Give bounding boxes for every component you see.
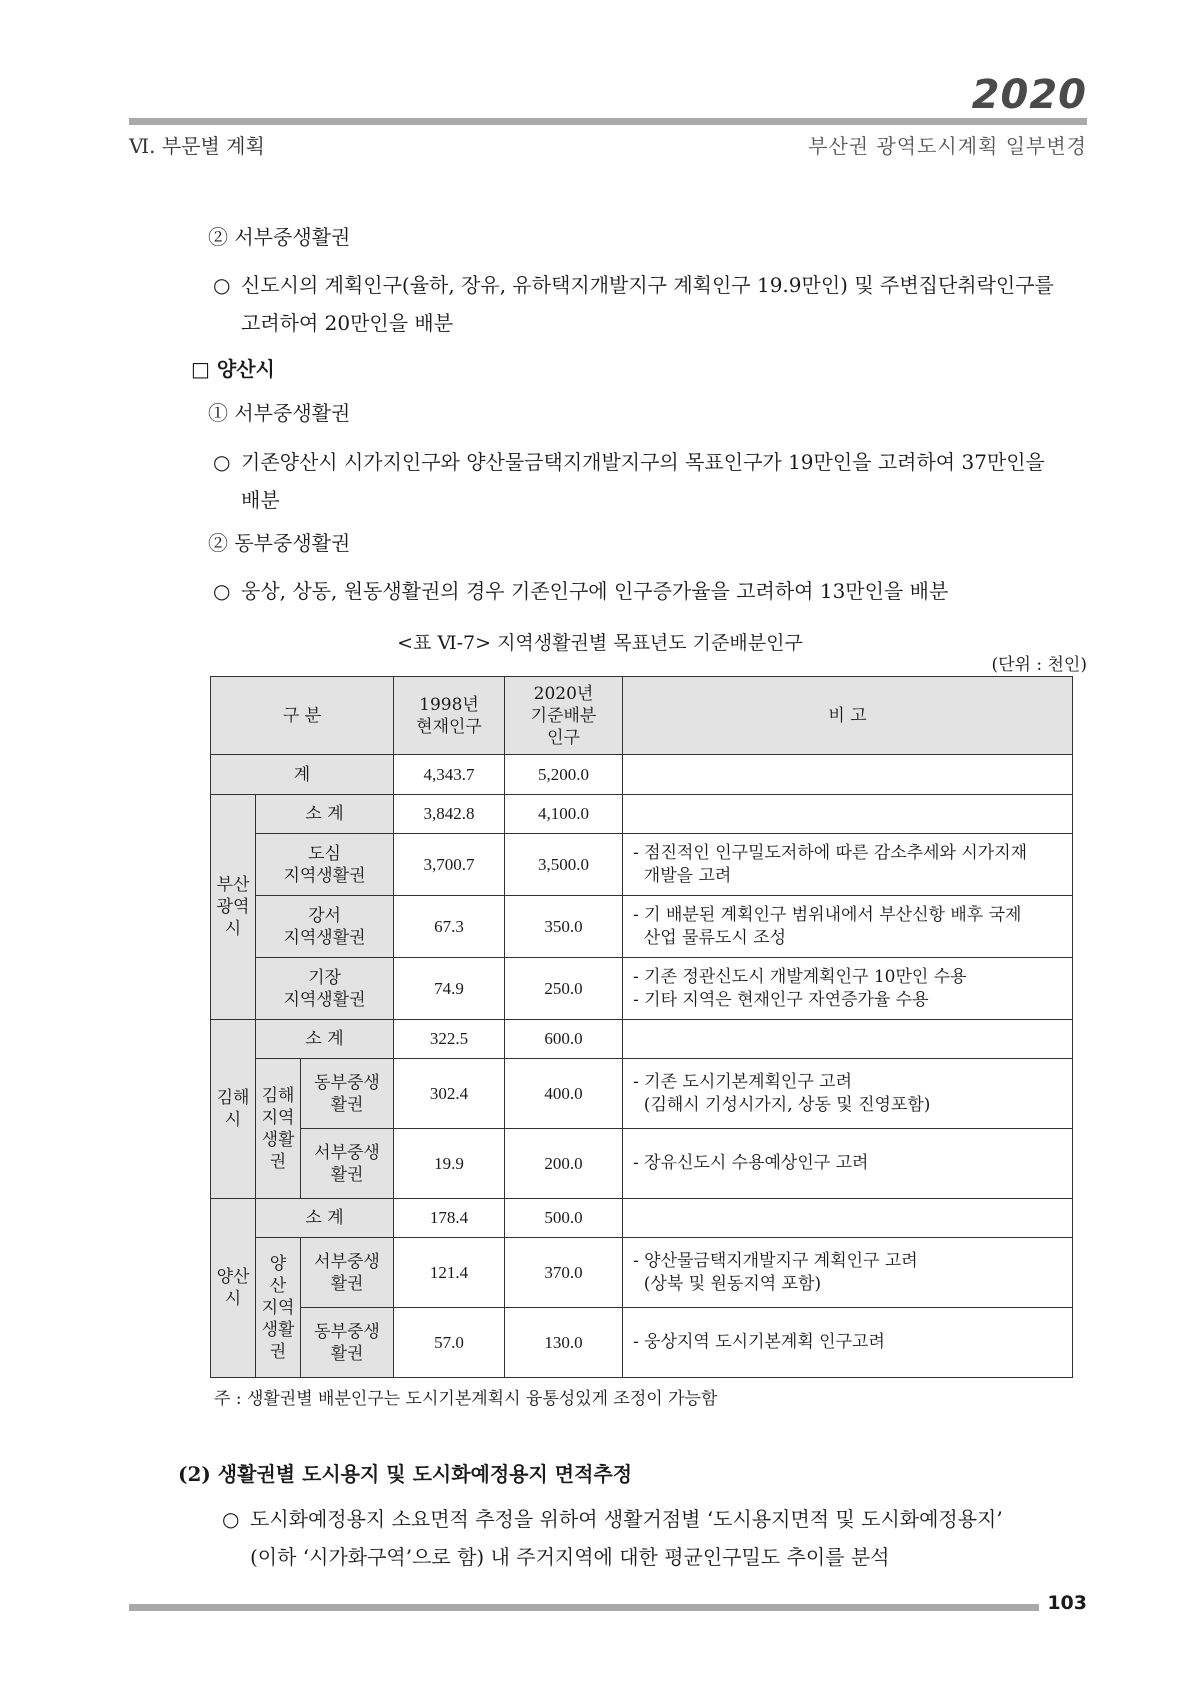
paragraph-line: 기존양산시 시가지인구와 양산물금택지개발지구의 목표인구가 19만인을 고려하여 37만인을	[241, 450, 1045, 474]
footer-rule	[129, 1604, 1039, 1611]
table-row-gimhae-subtotal	[211, 1020, 1073, 1059]
paragraph-line: 도시화예정용지 소요면적 추정을 위하여 생활거점별 ‘도시용지면적 및 도시화예정용지’	[250, 1507, 1003, 1531]
subtotal-label: 소 계	[256, 1020, 394, 1059]
table-row	[211, 1129, 1073, 1199]
paragraph-density	[222, 1500, 1072, 1576]
paragraph-yangsan-west	[213, 443, 1072, 519]
heading-yangsan	[191, 353, 275, 382]
cell-2020: 4,100.0	[505, 795, 623, 834]
cell-remark	[623, 1199, 1073, 1238]
cell-2020: 130.0	[505, 1308, 623, 1378]
table-header-row	[211, 677, 1073, 755]
region-yangsan: 양산 시	[211, 1199, 256, 1378]
paragraph-line: 고려하여 20만인을 배분	[241, 311, 454, 335]
table-row	[211, 1308, 1073, 1378]
subtotal-label: 소 계	[256, 1199, 394, 1238]
table-row	[211, 1059, 1073, 1129]
table-row-busan-subtotal	[211, 795, 1073, 834]
cell-1998: 121.4	[394, 1238, 505, 1308]
cell-2020: 200.0	[505, 1129, 623, 1199]
zone-label: 기장 지역생활권	[256, 958, 394, 1020]
total-label: 계	[211, 755, 394, 795]
paragraph-new-town	[213, 266, 1072, 342]
cell-remark: - 기 배분된 계획인구 범위내에서 부산신항 배후 국제 산업 물류도시 조성	[623, 896, 1073, 958]
header-rule	[129, 118, 1087, 125]
subtotal-label: 소 계	[256, 795, 394, 834]
paragraph-yangsan-east	[213, 572, 1072, 610]
header-1998: 1998년 현재인구	[394, 677, 505, 755]
section2-heading: (2) 생활권별 도시용지 및 도시화예정용지 면적추정	[178, 1462, 633, 1486]
cell-1998: 57.0	[394, 1308, 505, 1378]
zone-label: 동부중생 활권	[301, 1059, 394, 1129]
paragraph-line: (이하 ‘시가화구역’으로 함) 내 주거지역에 대한 평균인구밀도 추이를 분석	[250, 1545, 890, 1569]
zone-label: 서부중생 활권	[301, 1129, 394, 1199]
table-row-yangsan-subtotal	[211, 1199, 1073, 1238]
cell-remark: - 장유신도시 수용예상인구 고려	[623, 1129, 1073, 1199]
cell-2020: 370.0	[505, 1238, 623, 1308]
document-title: 부산권 광역도시계획 일부변경	[808, 134, 1087, 158]
paragraph-line: 웅상, 상동, 원동생활권의 경우 기존인구에 인구증가율을 고려하여 13만인을 배분	[241, 579, 949, 603]
page-number: 103	[1047, 1592, 1087, 1614]
cell-1998: 322.5	[394, 1020, 505, 1059]
bullet-icon: ○	[213, 450, 231, 474]
cell-remark: - 기존 도시기본계획인구 고려 (김해시 기성시가지, 상동 및 진영포함)	[623, 1059, 1073, 1129]
bullet-icon: ○	[222, 1507, 240, 1531]
cell-remark	[623, 1020, 1073, 1059]
zone-label: 동부중생 활권	[301, 1308, 394, 1378]
header-2020: 2020년 기준배분 인구	[505, 677, 623, 755]
cell-remark: - 양산물금택지개발지구 계획인구 고려 (상북 및 원동지역 포함)	[623, 1238, 1073, 1308]
cell-1998: 178.4	[394, 1199, 505, 1238]
cell-1998: 3,700.7	[394, 834, 505, 896]
heading-text: 양산시	[216, 357, 275, 381]
region-busan: 부산 광역 시	[211, 795, 256, 1020]
square-box-icon: □	[191, 357, 210, 381]
cell-1998: 74.9	[394, 958, 505, 1020]
cell-2020: 3,500.0	[505, 834, 623, 896]
cell-1998: 67.3	[394, 896, 505, 958]
header-category: 구 분	[211, 677, 394, 755]
section-title: Ⅵ. 부문별 계획	[129, 134, 265, 158]
subregion-gimhae: 김해 지역 생활 권	[256, 1059, 301, 1199]
cell-remark: - 웅상지역 도시기본계획 인구고려	[623, 1308, 1073, 1378]
cell-2020: 250.0	[505, 958, 623, 1020]
year-mark: 2020	[971, 72, 1087, 118]
table-footnote: 주 : 생활권별 배분인구는 도시기본계획시 융통성있게 조정이 가능함	[214, 1389, 718, 1409]
cell-2020: 400.0	[505, 1059, 623, 1129]
cell-1998: 4,343.7	[394, 755, 505, 795]
paragraph-line: 배분	[241, 488, 280, 512]
cell-2020: 350.0	[505, 896, 623, 958]
cell-remark: - 점진적인 인구밀도저하에 따른 감소추세와 시가지재 개발을 고려	[623, 834, 1073, 896]
cell-2020: 5,200.0	[505, 755, 623, 795]
table-row	[211, 834, 1073, 896]
cell-1998: 3,842.8	[394, 795, 505, 834]
cell-remark	[623, 795, 1073, 834]
cell-1998: 302.4	[394, 1059, 505, 1129]
cell-1998: 19.9	[394, 1129, 505, 1199]
cell-remark: - 기존 정관신도시 개발계획인구 10만인 수용 - 기타 지역은 현재인구 자연증가율 수용	[623, 958, 1073, 1020]
population-table	[210, 676, 1073, 1378]
cell-remark	[623, 755, 1073, 795]
zone-label: 도심 지역생활권	[256, 834, 394, 896]
table-row	[211, 958, 1073, 1020]
zone-label: 강서 지역생활권	[256, 896, 394, 958]
cell-2020: 500.0	[505, 1199, 623, 1238]
item-west-living-zone: ② 서부중생활권	[208, 225, 351, 249]
item-yangsan-west: ① 서부중생활권	[208, 401, 351, 425]
bullet-icon: ○	[213, 579, 231, 603]
table-unit: (단위 : 천인)	[991, 655, 1087, 675]
cell-2020: 600.0	[505, 1020, 623, 1059]
item-yangsan-east: ② 동부중생활권	[208, 531, 351, 555]
table-row	[211, 1238, 1073, 1308]
zone-label: 서부중생 활권	[301, 1238, 394, 1308]
paragraph-line: 신도시의 계획인구(율하, 장유, 유하택지개발지구 계획인구 19.9만인) 및 주변집단취락인구를	[241, 273, 1054, 297]
table-caption: <표 Ⅵ-7> 지역생활권별 목표년도 기준배분인구	[397, 632, 803, 654]
header-remark: 비 고	[623, 677, 1073, 755]
table-row	[211, 896, 1073, 958]
region-gimhae: 김해 시	[211, 1020, 256, 1199]
subregion-yangsan: 양 산 지역 생활 권	[256, 1238, 301, 1378]
table-row-total	[211, 755, 1073, 795]
bullet-icon: ○	[213, 273, 231, 297]
